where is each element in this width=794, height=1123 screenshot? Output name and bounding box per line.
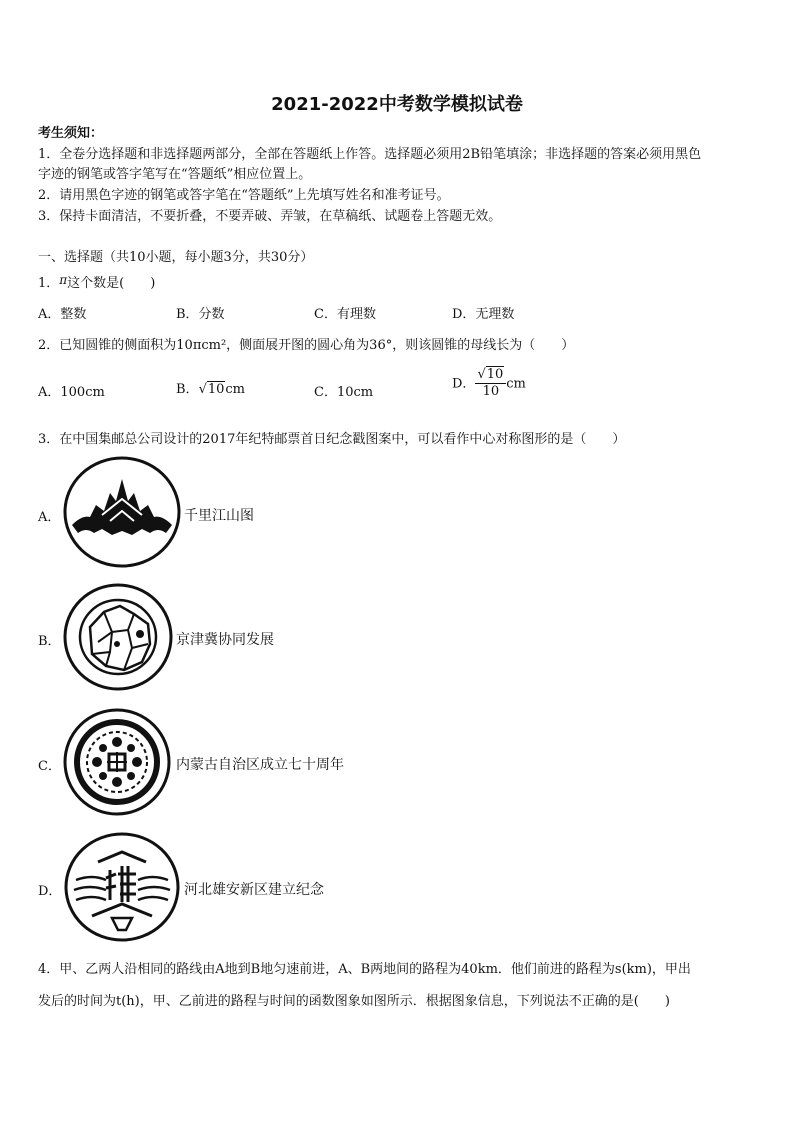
fraction-numerator: √10 — [475, 367, 506, 384]
question-1-number: 1． — [38, 276, 60, 291]
xiongan-stamp-icon — [62, 830, 182, 945]
option-d-letter: D． — [452, 376, 476, 392]
map-stamp-icon — [62, 582, 174, 692]
option-b-letter: B． — [176, 382, 199, 397]
notice-item-1-line-1: 1．全卷分选择题和非选择题两部分，全部在答题纸上作答。选择题必须用2B铅笔填涂；非选择题的答案必须用黑色 — [38, 147, 702, 162]
option-b-unit: cm — [225, 382, 246, 397]
question-1-text: 这个数是( ) — [67, 276, 156, 291]
question-3-option-b: B． — [38, 634, 61, 649]
question-2-option-c: C．10cm — [314, 385, 374, 400]
question-3-option-c: C． — [38, 759, 61, 774]
pi-symbol: π — [59, 273, 68, 287]
flower-stamp-icon — [62, 707, 172, 817]
question-4-line-1: 4．甲、乙两人沿相同的路线由A地到B地匀速前进，A、B两地间的路程为40km．他们前进的路程为s(km)，甲出 — [38, 962, 691, 977]
sqrt-10: √10 — [198, 382, 225, 397]
question-1-option-d: D．无理数 — [452, 307, 515, 322]
question-1-option-a: A．整数 — [38, 307, 87, 322]
numerator-radicand: 10 — [486, 367, 504, 382]
notice-heading: 考生须知： — [38, 126, 104, 141]
question-3-option-d: D． — [38, 884, 62, 899]
question-1-option-c: C．有理数 — [314, 307, 376, 322]
question-2-option-a: A．100cm — [38, 385, 105, 400]
question-2-option-b — [176, 378, 245, 397]
page-title: 2021-2022中考数学模拟试卷 — [271, 94, 523, 115]
sqrt-radicand: 10 — [207, 382, 225, 397]
section-heading: 一、选择题（共10小题，每小题3分，共30分） — [38, 250, 314, 265]
question-1-option-b: B．分数 — [176, 307, 225, 322]
question-3-option-b-label: 京津冀协同发展 — [176, 632, 274, 648]
question-3-option-a-label: 千里江山图 — [184, 508, 254, 524]
notice-item-1-line-2: 字迹的钢笔或答字笔写在“答题纸”相应位置上。 — [38, 167, 312, 182]
notice-item-2: 2．请用黑色字迹的钢笔或答字笔在“答题纸”上先填写姓名和准考证号。 — [38, 188, 450, 203]
fraction — [475, 367, 506, 401]
question-3-option-a: A． — [38, 510, 61, 525]
option-d-unit: cm — [506, 376, 526, 392]
question-1 — [38, 272, 155, 291]
question-4-line-2: 发后的时间为t(h)，甲、乙前进的路程与时间的函数图象如图所示．根据图象信息，下列说法不正确的是( ) — [38, 994, 670, 1009]
question-3-option-c-label: 内蒙古自治区成立七十周年 — [176, 757, 344, 773]
fraction-denominator: 10 — [482, 384, 500, 400]
question-2-option-d — [452, 367, 526, 401]
notice-item-3: 3．保持卡面清洁，不要折叠，不要弄破、弄皱，在草稿纸、试题卷上答题无效。 — [38, 209, 502, 224]
question-3-option-d-label: 河北雄安新区建立纪念 — [184, 882, 324, 898]
mountain-stamp-icon — [62, 455, 182, 570]
question-2: 2．已知圆锥的侧面积为10πcm²，侧面展开图的圆心角为36°，则该圆锥的母线长为（ ） — [38, 338, 575, 353]
question-3: 3．在中国集邮总公司设计的2017年纪特邮票首日纪念戳图案中，可以看作中心对称图形的是（ ） — [38, 432, 626, 447]
